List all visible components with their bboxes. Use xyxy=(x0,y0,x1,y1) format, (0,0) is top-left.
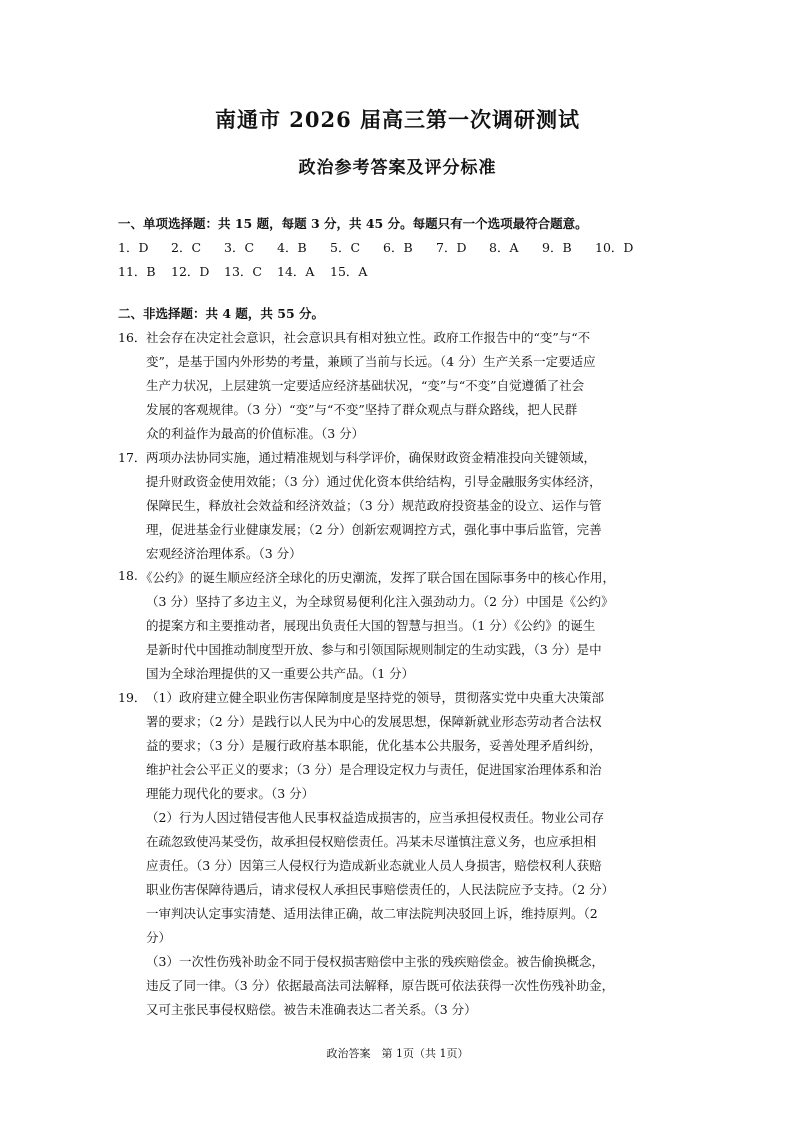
answer-item: 14．A xyxy=(277,264,315,279)
answer-item: 9．B xyxy=(542,240,572,255)
answer-line: 两项办法协同实施，通过精准规划与科学评价，确保财政资金精准投向关键领域， xyxy=(146,450,597,465)
answer-line: 分） xyxy=(146,930,172,945)
answer-item: 1．D xyxy=(118,240,149,255)
answer-item: 11．B xyxy=(118,264,156,279)
section1-heading: 一、单项选择题：共 15 题，每题 3 分，共 45 分。每题只有一个选项最符合题意。 xyxy=(118,216,588,231)
answer-row-1 xyxy=(118,238,655,256)
answer-line: （2）行为人因过错侵害他人民事权益造成损害的，应当承担侵权责任。物业公司存 xyxy=(146,810,604,825)
answer-line: 的提案方和主要推动者，展现出负责任大国的智慧与担当。（1 分）《公约》的诞生 xyxy=(146,618,596,633)
answer-line: 一审判决认定事实清楚、适用法律正确，故二审法院判决驳回上诉，维持原判。（2 xyxy=(146,906,598,921)
answer-line: 宏观经济治理体系。（3 分） xyxy=(146,546,302,561)
page-title: 南通市 2026 届高三第一次调研测试 xyxy=(214,107,581,132)
answer-line: 《公约》的诞生顺应经济全球化的历史潮流，发挥了联合国在国际事务中的核心作用， xyxy=(140,570,616,585)
answer-line: （1）政府建立健全职业伤害保障制度是坚持党的领导，贯彻落实党中央重大决策部 xyxy=(146,690,604,705)
answer-line: 又可主张民事侵权赔偿。被告未准确表达二者关系。（3 分） xyxy=(146,1002,477,1017)
page-subtitle: 政治参考答案及评分标准 xyxy=(298,158,497,178)
answer-line: 发展的客观规律。（3 分）“变”与“不变”坚持了群众观点与群众路线，把人民群 xyxy=(146,402,578,417)
answer-line: 应责任。（3 分）因第三人侵权行为造成新业态就业人员人身损害，赔偿权利人获赔 xyxy=(146,858,602,873)
answer-line: 社会存在决定社会意识，社会意识具有相对独立性。政府工作报告中的“变”与“不 xyxy=(146,330,591,345)
answer-item: 5．C xyxy=(330,240,361,255)
answer-line: 在疏忽致使冯某受伤，故承担侵权赔偿责任。冯某未尽谨慎注意义务，也应承担相 xyxy=(146,834,597,849)
question-number-17: 17． xyxy=(118,450,147,465)
section2-heading: 二、非选择题：共 4 题，共 55 分。 xyxy=(118,306,325,321)
answer-row-2 xyxy=(118,262,383,280)
answer-item: 15．A xyxy=(330,264,368,279)
answer-line: 理，促进基金行业健康发展；（2 分）创新宏观调控方式，强化事中事后监管，完善 xyxy=(146,522,602,537)
question-number-19: 19． xyxy=(118,690,147,705)
answer-item: 12．D xyxy=(171,264,210,279)
answer-line: 生产力状况，上层建筑一定要适应经济基础状况，“变”与“不变”自觉遵循了社会 xyxy=(146,378,585,393)
answer-line: 益的要求；（3 分）是履行政府基本职能，优化基本公共服务，妥善处理矛盾纠纷， xyxy=(146,738,602,753)
answer-line: 维护社会公平正义的要求；（3 分）是合理设定权力与责任，促进国家治理体系和治 xyxy=(146,762,602,777)
answer-item: 3．C xyxy=(224,240,255,255)
answer-line: 理能力现代化的要求。（3 分） xyxy=(146,786,315,801)
answer-line: 提升财政资金使用效能；（3 分）通过优化资本供给结构，引导金融服务实体经济， xyxy=(146,474,602,489)
answer-item: 13．C xyxy=(224,264,262,279)
answer-line: 违反了同一律。（3 分）依据最高法司法解释，原告既可依法获得一次性伤残补助金， xyxy=(146,978,615,993)
answer-line: 职业伤害保障待遇后，请求侵权人承担民事赔偿责任的，人民法院应予支持。（2 分） xyxy=(146,882,615,897)
answer-line: 变”，是基于国内外形势的考量，兼顾了当前与长远。（4 分）生产关系一定要适应 xyxy=(146,354,596,369)
question-number-18: 18. xyxy=(118,568,138,583)
answer-line: 署的要求；（2 分）是践行以人民为中心的发展思想，保障新就业形态劳动者合法权 xyxy=(146,714,602,729)
page-footer: 政治答案 第 1页（共 1页） xyxy=(326,1047,469,1060)
answer-line: （3）一次性伤残补助金不同于侵权损害赔偿中主张的残疾赔偿金。被告偷换概念， xyxy=(146,954,604,969)
answer-line: 是新时代中国推动制度型开放、参与和引领国际规则制定的生动实践，（3 分）是中 xyxy=(146,642,602,657)
answer-item: 10．D xyxy=(595,240,634,255)
answer-item: 4．B xyxy=(277,240,307,255)
answer-item: 8．A xyxy=(489,240,519,255)
answer-item: 7．D xyxy=(436,240,467,255)
answer-item: 2．C xyxy=(171,240,202,255)
answer-line: 国为全球治理提供的又一重要公共产品。（1 分） xyxy=(146,666,415,681)
answer-line: 保障民生，释放社会效益和经济效益；（3 分）规范政府投资基金的设立、运作与管 xyxy=(146,498,602,513)
question-number-16: 16． xyxy=(118,330,147,345)
answer-line: （3 分）坚持了多边主义，为全球贸易便利化注入强劲动力。（2 分）中国是《公约》 xyxy=(146,594,614,609)
answer-line: 众的利益作为最高的价值标准。（3 分） xyxy=(146,426,365,441)
answer-item: 6．B xyxy=(383,240,413,255)
